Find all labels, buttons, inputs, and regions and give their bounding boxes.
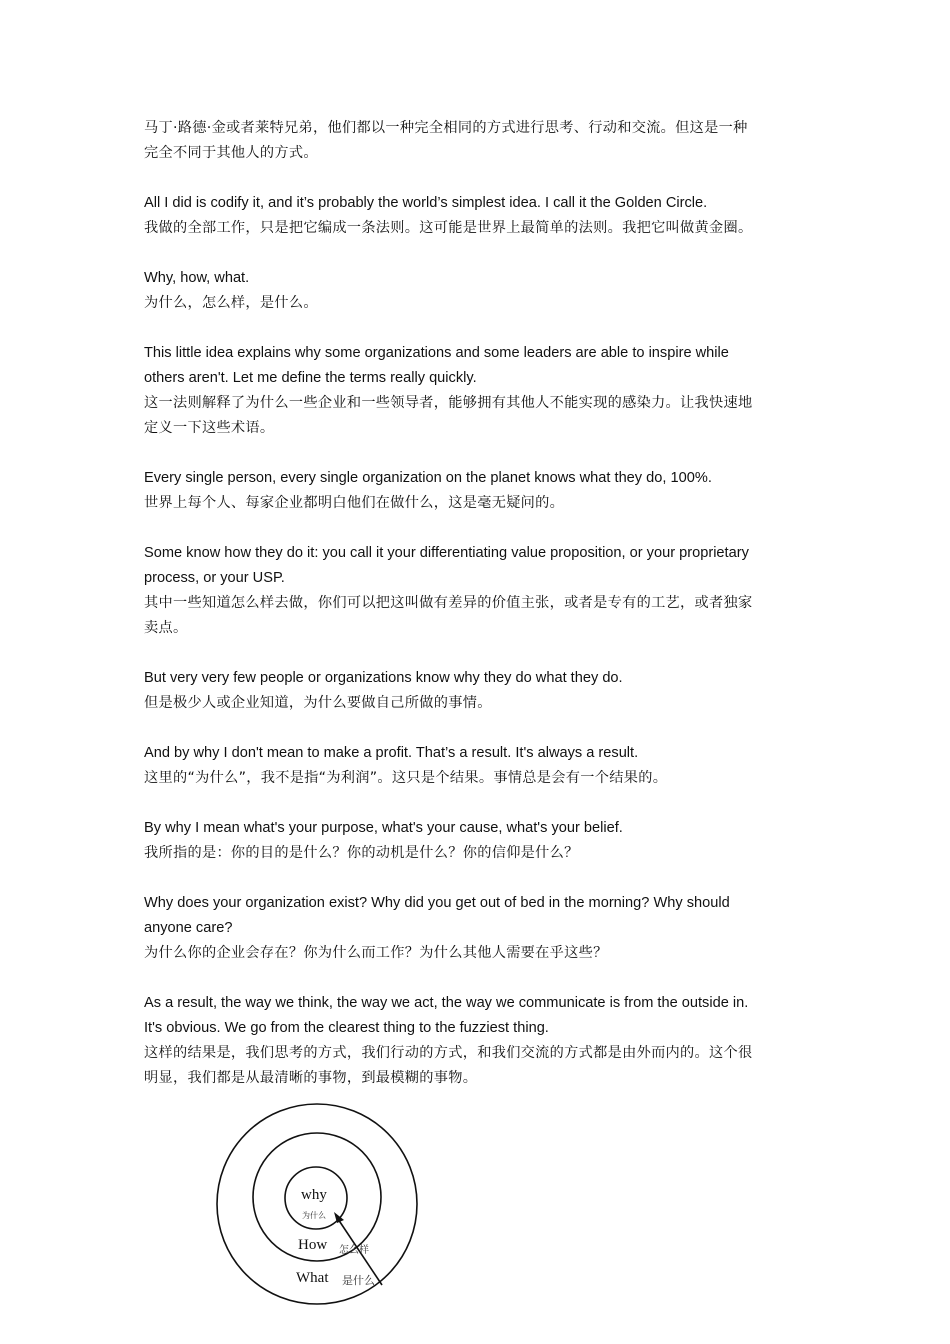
english-text-line: process, or your USP.: [144, 570, 285, 586]
chinese-text-line: 定义一下这些术语。: [144, 420, 275, 436]
english-text-line: All I did is codify it, and it’s probably the world’s simplest idea. I call it the Golden Circle.: [144, 195, 708, 211]
document-body: [144, 116, 810, 1116]
chinese-text-line: 这一法则解释了为什么一些企业和一些领导者，能够拥有其他人不能实现的感染力。让我快速地: [144, 395, 753, 411]
chinese-text-line: 但是极少人或企业知道，为什么要做自己所做的事情。: [144, 695, 492, 711]
chinese-text-line: 马丁·路德·金或者莱特兄弟，他们都以一种完全相同的方式进行思考、行动和交流。但这是一种: [144, 120, 748, 136]
english-text-line: By why I mean what's your purpose, what's your cause, what's your belief.: [144, 820, 623, 836]
chinese-text-line: 我所指的是：你的目的是什么？你的动机是什么？你的信仰是什么？: [144, 845, 579, 861]
paragraph: [144, 266, 810, 316]
english-text-line: Every single person, every single organization on the planet knows what they do, 100%.: [144, 470, 712, 486]
english-text-line: It's obvious. We go from the clearest thing to the fuzziest thing.: [144, 1020, 549, 1036]
what-zh-label: 是什么: [342, 1274, 375, 1287]
paragraph: [144, 191, 810, 241]
paragraph: [144, 991, 810, 1091]
chinese-text-line: 这样的结果是，我们思考的方式，我们行动的方式，和我们交流的方式都是由外而内的。这个很: [144, 1045, 753, 1061]
chinese-text-line: 为什么你的企业会存在？你为什么而工作？为什么其他人需要在乎这些？: [144, 945, 608, 961]
paragraph: [144, 891, 810, 966]
chinese-text-line: 卖点。: [144, 620, 188, 636]
paragraph: [144, 816, 810, 866]
paragraph: [144, 741, 810, 791]
english-text-line: Why does your organization exist? Why did you get out of bed in the morning? Why should: [144, 895, 730, 911]
english-text-line: Why, how, what.: [144, 270, 250, 286]
english-text-line: others aren't. Let me define the terms really quickly.: [144, 370, 477, 386]
english-text-line: This little idea explains why some organizations and some leaders are able to inspire while: [144, 345, 729, 361]
paragraph: [144, 541, 810, 641]
paragraph: [144, 466, 810, 516]
paragraph: [144, 116, 810, 166]
golden-circle-svg: [210, 1100, 430, 1308]
english-text-line: And by why I don't mean to make a profit. That’s a result. It's always a result.: [144, 745, 639, 761]
chinese-text-line: 明显，我们都是从最清晰的事物，到最模糊的事物。: [144, 1070, 478, 1086]
how-label: How: [298, 1237, 328, 1253]
chinese-text-line: 为什么，怎么样，是什么。: [144, 295, 318, 311]
why-zh-label: 为什么: [302, 1211, 326, 1220]
why-label: why: [301, 1187, 327, 1203]
how-zh-label: 怎么样: [339, 1245, 369, 1256]
golden-circle-diagram: [210, 1100, 430, 1308]
chinese-text-line: 这里的“为什么”，我不是指“为利润”。这只是个结果。事情总是会有一个结果的。: [144, 770, 668, 786]
paragraph: [144, 341, 810, 441]
english-text-line: As a result, the way we think, the way we act, the way we communicate is from the outside in.: [144, 995, 749, 1011]
english-text-line: anyone care?: [144, 920, 233, 936]
paragraph: [144, 666, 810, 716]
what-label: What: [296, 1270, 329, 1286]
english-text-line: But very very few people or organizations know why they do what they do.: [144, 670, 623, 686]
chinese-text-line: 其中一些知道怎么样去做，你们可以把这叫做有差异的价值主张，或者是专有的工艺，或者独家: [144, 595, 753, 611]
chinese-text-line: 世界上每个人、每家企业都明白他们在做什么，这是毫无疑问的。: [144, 495, 565, 511]
chinese-text-line: 完全不同于其他人的方式。: [144, 145, 318, 161]
english-text-line: Some know how they do it: you call it your differentiating value proposition, or your proprietary: [144, 545, 749, 561]
chinese-text-line: 我做的全部工作，只是把它编成一条法则。这可能是世界上最简单的法则。我把它叫做黄金圈。: [144, 220, 753, 236]
